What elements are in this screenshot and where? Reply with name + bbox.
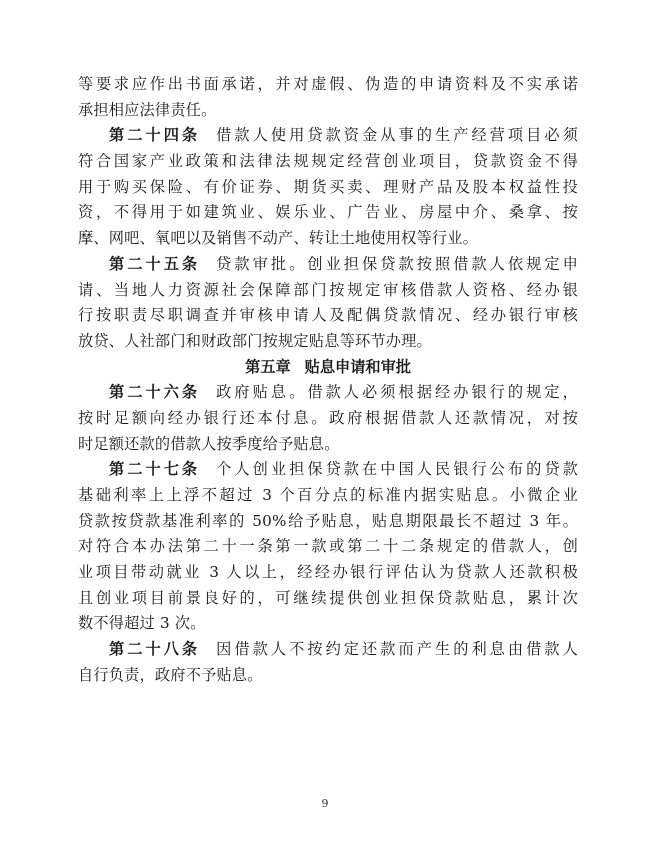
body-text-line: 贷款按贷款基准利率的 50%给予贴息，贴息期限最长不超过 3 年。 (78, 511, 578, 530)
article-25-first-line (78, 252, 578, 278)
article-28-number: 第二十八条 (109, 640, 201, 659)
article-24-number: 第二十四条 (109, 126, 201, 145)
body-text-line: 业项目带动就业 3 人以上，经经办银行评估认为贷款人还款积极 (78, 563, 578, 582)
body-text-line: 符合国家产业政策和法律法规规定经营创业项目，贷款资金不得 (78, 152, 578, 171)
page-number: 9 (321, 797, 329, 810)
chapter-number: 第五章 (245, 357, 291, 376)
article-26-number: 第二十六条 (109, 383, 201, 402)
article-26-first-line (78, 380, 578, 406)
article-24-first-line (78, 123, 578, 149)
article-25-text: 贷款审批。创业担保贷款按照借款人依规定申 (216, 254, 579, 273)
article-28-text: 因借款人不按约定还款而产生的利息由借款人 (216, 640, 579, 659)
body-text-line: 行按职责尽职调查并审核申请人及配偶贷款情况、经办银行审核 (78, 306, 578, 325)
body-text-line: 承担相应法律责任。 (78, 100, 217, 119)
article-26-text: 政府贴息。借款人必须根据经办银行的规定， (216, 383, 579, 402)
body-text-line: 按时足额向经办银行还本付息。政府根据借款人还款情况，对按 (78, 408, 578, 427)
body-text-line: 自行负责，政府不予贴息。 (78, 665, 263, 684)
article-27-text: 个人创业担保贷款在中国人民银行公布的贷款 (216, 460, 579, 479)
body-text-line: 时足额还款的借款人按季度给予贴息。 (78, 434, 340, 453)
body-text-line: 请、当地人力资源社会保障部门按规定审核借款人资格、经办银 (78, 280, 578, 299)
article-27-first-line (78, 457, 578, 483)
article-25-number: 第二十五条 (109, 254, 201, 273)
body-text-line: 等要求应作出书面承诺，并对虚假、伪造的申请资料及不实承诺 (78, 75, 578, 93)
article-24-text: 借款人使用贷款资金从事的生产经营项目必须 (216, 126, 579, 145)
body-text-line: 数不得超过 3 次。 (78, 614, 206, 633)
article-28-first-line (78, 637, 578, 663)
body-text-line: 用于购买保险、有价证券、期货买卖、理财产品及股本权益性投 (78, 177, 578, 196)
body-text-line: 资，不得用于如建筑业、娱乐业、广告业、房屋中介、桑拿、按 (78, 203, 578, 222)
body-text-line: 基础利率上上浮不超过 3 个百分点的标准内据实贴息。小微企业 (78, 486, 578, 504)
body-text-line: 对符合本办法第二十一条第一款或第二十二条规定的借款人，创 (78, 537, 578, 556)
article-27-number: 第二十七条 (109, 460, 201, 479)
document-page (78, 72, 578, 689)
body-text-line: 且创业项目前景良好的，可继续提供创业担保贷款贴息，累计次 (78, 588, 578, 607)
body-text-line: 摩、网吧、氧吧以及销售不动产、转让土地使用权等行业。 (78, 229, 479, 248)
chapter-title: 贴息申请和审批 (304, 357, 411, 376)
chapter-heading (78, 355, 578, 381)
body-text-line: 放贷、人社部门和财政部门按规定贴息等环节办理。 (78, 331, 432, 350)
